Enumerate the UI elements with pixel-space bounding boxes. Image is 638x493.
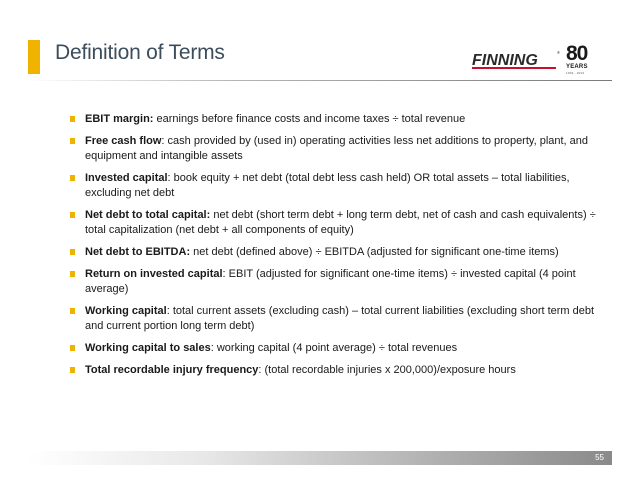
page-number: 55 (595, 453, 604, 462)
square-bullet-icon (70, 212, 75, 218)
anniversary-years: 1933 - 2013 (566, 71, 585, 75)
definition-term: Return on invested capital (85, 268, 223, 280)
definitions-list (70, 112, 600, 385)
definition-term: Net debt to total capital: (85, 209, 211, 221)
anniversary-label: YEARS (566, 64, 588, 70)
definition-text: : (total recordable injuries x 200,000)/exposure hours (258, 364, 516, 376)
definition-term: Free cash flow (85, 135, 162, 147)
definition-term: Total recordable injury frequency (85, 364, 259, 376)
definition-text: : working capital (4 point average) ÷ total revenues (210, 342, 458, 354)
definition-term: Working capital (85, 305, 167, 317)
anniversary-badge (566, 43, 612, 77)
definition-text: : cash provided by (used in) operating activities less net additions to property, plant, and equipment and intangible assets (85, 135, 589, 162)
definition-term: Invested capital (85, 172, 168, 184)
title-accent-bar (28, 40, 40, 74)
definition-term: Working capital to sales (85, 342, 211, 354)
definition-text: net debt (defined above) ÷ EBITDA (adjusted for significant one-time items) (190, 246, 559, 258)
definition-item (70, 112, 600, 127)
definition-text: net debt (short term debt + long term debt, net of cash and cash equivalents) ÷ total capitalization (net debt + all components of equity) (85, 209, 596, 236)
footer-bar (28, 451, 612, 465)
anniversary-number: 80 (566, 42, 588, 65)
definition-term: EBIT margin: (85, 113, 154, 125)
square-bullet-icon (70, 367, 75, 373)
definition-term: Net debt to EBITDA: (85, 246, 191, 258)
square-bullet-icon (70, 138, 75, 144)
finning-logo-icon (470, 45, 562, 77)
definition-text: : total current assets (excluding cash) – total current liabilities (excluding short term debt and current portion long term debt) (85, 305, 595, 332)
definition-item (70, 245, 600, 260)
definition-text: : book equity + net debt (total debt less cash held) OR total assets – total liabilities, excluding net debt (85, 172, 570, 199)
page-title: Definition of Terms (55, 41, 225, 64)
definition-item (70, 171, 600, 201)
logo-wordmark: FINNING (472, 52, 538, 69)
square-bullet-icon (70, 345, 75, 351)
definition-text: earnings before finance costs and income taxes ÷ total revenue (153, 113, 466, 125)
header-divider (28, 80, 612, 81)
logo-registered-mark: ® (557, 50, 560, 55)
definition-item (70, 341, 600, 356)
definition-text: : EBIT (adjusted for significant one-time items) ÷ invested capital (4 point average) (85, 268, 576, 295)
square-bullet-icon (70, 175, 75, 181)
definition-item (70, 304, 600, 334)
definition-item (70, 208, 600, 238)
square-bullet-icon (70, 116, 75, 122)
definition-item (70, 363, 600, 378)
square-bullet-icon (70, 249, 75, 255)
definition-item (70, 267, 600, 297)
square-bullet-icon (70, 308, 75, 314)
definition-item (70, 134, 600, 164)
square-bullet-icon (70, 271, 75, 277)
